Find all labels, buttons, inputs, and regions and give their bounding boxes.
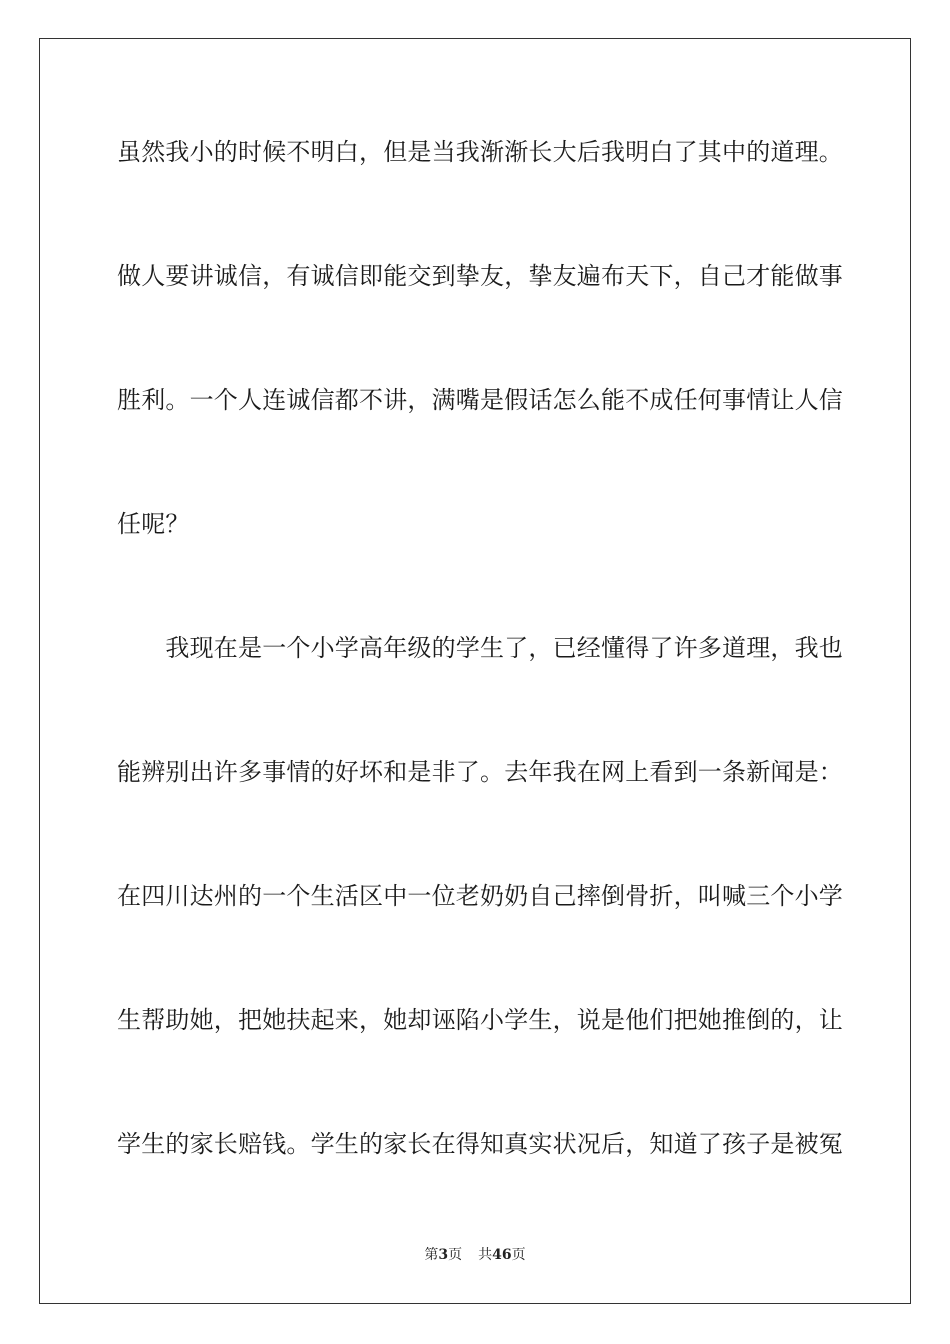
text-line-6: 能辨别出许多事情的好坏和是非了。去年我在网上看到一条新闻是：	[117, 758, 843, 786]
text-line-7: 在四川达州的一个生活区中一位老奶奶自己摔倒骨折，叫喊三个小学	[117, 882, 843, 910]
total-prefix: 共	[478, 1247, 493, 1263]
page-border	[39, 38, 911, 1304]
page-number: 3	[438, 1247, 449, 1263]
page-prefix: 第	[424, 1247, 439, 1263]
text-line-5: 我现在是一个小学高年级的学生了，已经懂得了许多道理，我也	[117, 634, 843, 662]
text-line-3: 胜利。一个人连诚信都不讲，满嘴是假话怎么能不成任何事情让人信	[117, 386, 843, 414]
text-line-1: 虽然我小的时候不明白，但是当我渐渐长大后我明白了其中的道理。	[117, 138, 843, 166]
text-line-9: 学生的家长赔钱。学生的家长在得知真实状况后，知道了孩子是被冤	[117, 1130, 843, 1158]
page-footer	[0, 1246, 950, 1264]
total-suffix: 页	[511, 1247, 526, 1263]
text-line-4: 任呢？	[117, 510, 190, 538]
page-suffix: 页	[448, 1247, 463, 1263]
total-pages: 46	[492, 1247, 512, 1263]
text-line-2: 做人要讲诚信，有诚信即能交到挚友，挚友遍布天下，自己才能做事	[117, 262, 843, 290]
text-line-8: 生帮助她，把她扶起来，她却诬陷小学生，说是他们把她推倒的，让	[117, 1006, 843, 1034]
